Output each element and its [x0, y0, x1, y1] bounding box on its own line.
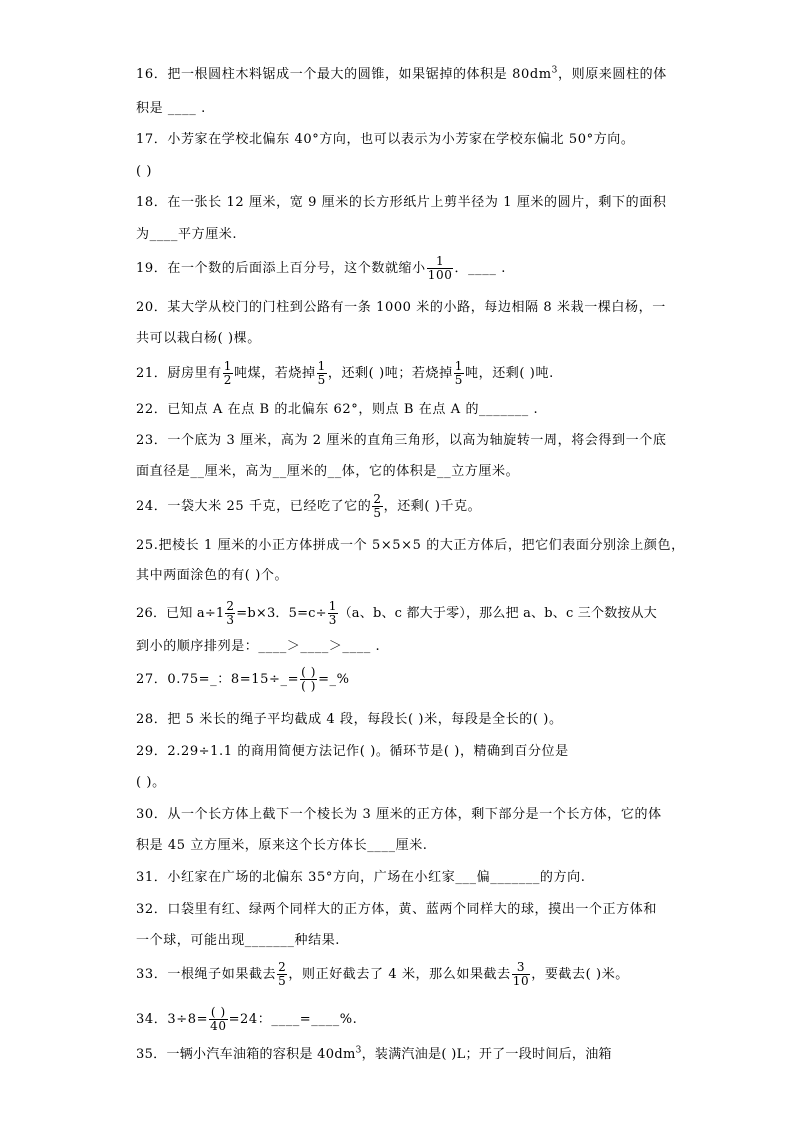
fraction: $\frac{1}{5}$ — [317, 359, 326, 387]
question-35: 35．一辆小汽车油箱的容积是 $40dm^3$，装满汽油是( )L；开了一段时间后，油箱 — [136, 1045, 612, 1062]
question-26-cont: 到小的顺序排列是：____＞____＞____ . — [136, 639, 381, 654]
question-16: 16．把一根圆柱木料锯成一个最大的圆锥，如果锯掉的体积是 $80dm^3$，则原来圆柱的体 — [136, 65, 667, 82]
question-25: 25.把棱长 1 厘米的小正方体拼成一个 5×5×5 的大正方体后，把它们表面分别涂上颜色， — [136, 538, 685, 553]
question-33: 33．一根绳子如果截去 $\frac{2}{5}$ ，则正好截去了 4 米，那么如果截去 $\frac{3}{10}$ ，要截去( )米。 — [136, 960, 629, 988]
fraction: $\frac{( )}{( )}$ — [301, 665, 317, 693]
fraction: $\frac{1}{2}$ — [223, 359, 232, 387]
question-30-cont: 积是 45 立方厘米，原来这个长方体长____厘米. — [136, 838, 428, 853]
question-18-cont: 为____平方厘米. — [136, 227, 238, 242]
question-25-cont: 其中两面涂色的有( )个。 — [136, 568, 289, 583]
question-27: 27．0.75=_：8=15÷_= $\frac{( )}{( )}$ =_% — [136, 665, 350, 693]
question-23: 23．一个底为 3 厘米，高为 2 厘米的直角三角形，以高为轴旋转一周，将会得到一个底 — [136, 433, 667, 448]
question-26: 26．已知 a÷1 $\frac{2}{3}$ =b×3．5=c÷ $\frac{1}{3}$ （a、b、c 都大于零），那么把 a、b、c 三个数按从大 — [136, 599, 657, 627]
question-21: 21．厨房里有 $\frac{1}{2}$ 吨煤，若烧掉 $\frac{1}{5}$ ，还剩( )吨；若烧掉 $\frac{1}{5}$ 吨，还剩( )吨. — [136, 359, 554, 387]
fraction: $\frac{1}{5}$ — [454, 359, 463, 387]
question-24: 24．一袋大米 25 千克，已经吃了它的 $\frac{2}{5}$ ，还剩( )千克。 — [136, 492, 482, 520]
fraction: $\frac{( )}{40}$ — [210, 1005, 227, 1033]
question-23-cont: 面直径是__厘米，高为__厘米的__体，它的体积是__立方厘米。 — [136, 464, 520, 479]
fraction: $\frac{1}{100}$ — [427, 254, 453, 282]
question-31: 31．小红家在广场的北偏东 35°方向，广场在小红家___偏_______的方向. — [136, 870, 586, 885]
fraction: $\frac{1}{3}$ — [328, 599, 337, 627]
question-30: 30．从一个长方体上截下一个棱长为 3 厘米的正方体，剩下部分是一个长方体，它的体 — [136, 807, 662, 822]
question-32: 32．口袋里有红、绿两个同样大的正方体，黄、蓝两个同样大的球，摸出一个正方体和 — [136, 902, 657, 917]
question-34: 34．3÷8= $\frac{( )}{40}$ =24：____=____%. — [136, 1005, 358, 1033]
question-20-cont: 共可以栽白杨( )棵。 — [136, 331, 261, 346]
question-19: 19．在一个数的后面添上百分号，这个数就缩小 $\frac{1}{100}$ ．____ . — [136, 254, 506, 282]
question-16-cont: 积是 ____ . — [136, 101, 206, 116]
question-17-cont: ( ) — [136, 164, 153, 179]
fraction: $\frac{2}{5}$ — [278, 960, 287, 988]
question-22: 22．已知点 A 在点 B 的北偏东 62°，则点 B 在点 A 的_______ . — [136, 402, 539, 417]
question-18: 18．在一张长 12 厘米，宽 9 厘米的长方形纸片上剪半径为 1 厘米的圆片，剩下的面积 — [136, 195, 667, 210]
fraction: $\frac{3}{10}$ — [512, 960, 530, 988]
question-32-cont: 一个球，可能出现_______种结果. — [136, 933, 341, 948]
question-17: 17．小芳家在学校北偏东 40°方向，也可以表示为小芳家在学校东偏北 50°方向。 — [136, 132, 635, 147]
question-28: 28．把 5 米长的绳子平均截成 4 段，每段长( )米，每段是全长的( )。 — [136, 712, 563, 727]
fraction: $\frac{2}{5}$ — [373, 492, 382, 520]
fraction: $\frac{2}{3}$ — [226, 599, 235, 627]
question-20: 20．某大学从校门的门柱到公路有一条 1000 米的小路，每边相隔 8 米栽一棵白杨，一 — [136, 300, 666, 315]
question-29-cont: ( )。 — [136, 775, 166, 790]
question-29: 29．2.29÷1.1 的商用简便方法记作( )。循环节是( )，精确到百分位是 — [136, 744, 569, 759]
